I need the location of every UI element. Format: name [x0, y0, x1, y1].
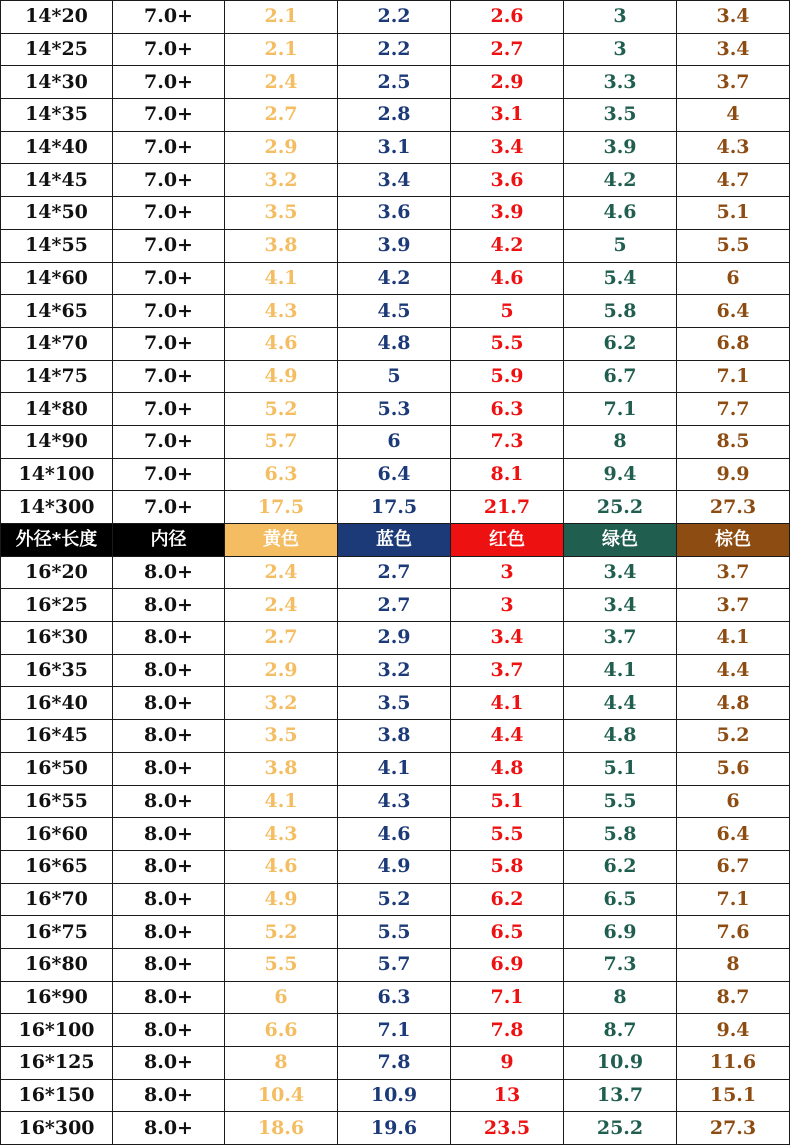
brown-price-cell: 27.3 — [677, 1112, 790, 1145]
red-price-cell: 3 — [451, 556, 564, 589]
yellow-price-cell: 2.1 — [225, 33, 338, 66]
red-price-cell: 5 — [451, 295, 564, 328]
table-row — [1, 491, 790, 524]
table-row — [1, 981, 790, 1014]
yellow-price-cell: 17.5 — [225, 491, 338, 524]
red-price-cell: 6.3 — [451, 393, 564, 426]
inner-diameter-cell: 8.0+ — [113, 589, 225, 622]
size-cell: 14*55 — [1, 229, 113, 262]
inner-diameter-cell: 8.0+ — [113, 1079, 225, 1112]
red-price-cell: 5.5 — [451, 327, 564, 360]
size-cell: 14*65 — [1, 295, 113, 328]
table-row — [1, 1014, 790, 1047]
green-price-cell: 3.9 — [564, 131, 677, 164]
green-price-cell: 3 — [564, 1, 677, 34]
size-cell: 16*150 — [1, 1079, 113, 1112]
table-row — [1, 393, 790, 426]
green-price-cell: 9.4 — [564, 458, 677, 491]
yellow-price-cell: 8 — [225, 1047, 338, 1080]
brown-price-cell: 5.2 — [677, 720, 790, 753]
table-row — [1, 66, 790, 99]
red-price-cell: 3.4 — [451, 622, 564, 655]
blue-price-cell: 6 — [338, 425, 451, 458]
blue-price-cell: 3.1 — [338, 131, 451, 164]
inner-diameter-cell: 7.0+ — [113, 393, 225, 426]
inner-diameter-cell: 8.0+ — [113, 1014, 225, 1047]
table-row — [1, 327, 790, 360]
size-cell: 16*35 — [1, 654, 113, 687]
brown-price-cell: 5.6 — [677, 752, 790, 785]
table-row — [1, 164, 790, 197]
green-price-cell: 10.9 — [564, 1047, 677, 1080]
green-price-cell: 7.1 — [564, 393, 677, 426]
blue-price-cell: 4.2 — [338, 262, 451, 295]
blue-price-cell: 2.5 — [338, 66, 451, 99]
brown-price-cell: 4 — [677, 99, 790, 132]
blue-price-cell: 4.6 — [338, 818, 451, 851]
yellow-price-cell: 3.2 — [225, 687, 338, 720]
brown-price-cell: 9.4 — [677, 1014, 790, 1047]
green-price-cell: 3.5 — [564, 99, 677, 132]
yellow-price-cell: 6 — [225, 981, 338, 1014]
brown-price-cell: 3.4 — [677, 33, 790, 66]
yellow-price-cell: 2.4 — [225, 589, 338, 622]
red-price-cell: 2.7 — [451, 33, 564, 66]
inner-diameter-cell: 8.0+ — [113, 1112, 225, 1145]
inner-diameter-cell: 7.0+ — [113, 131, 225, 164]
size-cell: 14*35 — [1, 99, 113, 132]
yellow-price-cell: 4.6 — [225, 850, 338, 883]
table-row — [1, 752, 790, 785]
yellow-price-cell: 5.5 — [225, 948, 338, 981]
blue-price-cell: 19.6 — [338, 1112, 451, 1145]
red-price-cell: 7.3 — [451, 425, 564, 458]
blue-price-cell: 3.8 — [338, 720, 451, 753]
table-row — [1, 916, 790, 949]
green-price-cell: 6.9 — [564, 916, 677, 949]
blue-price-cell: 3.5 — [338, 687, 451, 720]
table-row — [1, 785, 790, 818]
brown-price-cell: 6.7 — [677, 850, 790, 883]
inner-diameter-cell: 8.0+ — [113, 556, 225, 589]
blue-price-cell: 3.4 — [338, 164, 451, 197]
size-cell: 16*25 — [1, 589, 113, 622]
blue-price-cell: 7.1 — [338, 1014, 451, 1047]
brown-price-cell: 3.7 — [677, 556, 790, 589]
brown-price-cell: 9.9 — [677, 458, 790, 491]
green-price-cell: 4.4 — [564, 687, 677, 720]
brown-price-cell: 11.6 — [677, 1047, 790, 1080]
green-price-cell: 3 — [564, 33, 677, 66]
blue-price-cell: 2.7 — [338, 589, 451, 622]
red-price-cell: 23.5 — [451, 1112, 564, 1145]
inner-diameter-cell: 7.0+ — [113, 327, 225, 360]
green-price-cell: 5.1 — [564, 752, 677, 785]
brown-price-cell: 5.5 — [677, 229, 790, 262]
size-cell: 16*80 — [1, 948, 113, 981]
green-price-cell: 6.2 — [564, 850, 677, 883]
size-cell: 16*75 — [1, 916, 113, 949]
blue-price-cell: 10.9 — [338, 1079, 451, 1112]
size-cell: 14*45 — [1, 164, 113, 197]
brown-price-cell: 4.7 — [677, 164, 790, 197]
table-row — [1, 687, 790, 720]
red-price-cell: 5.8 — [451, 850, 564, 883]
red-price-cell: 7.8 — [451, 1014, 564, 1047]
size-cell: 14*90 — [1, 425, 113, 458]
blue-price-cell: 2.2 — [338, 33, 451, 66]
yellow-price-cell: 5.7 — [225, 425, 338, 458]
inner-diameter-cell: 8.0+ — [113, 916, 225, 949]
yellow-price-cell: 3.8 — [225, 752, 338, 785]
blue-price-cell: 4.1 — [338, 752, 451, 785]
size-cell: 16*90 — [1, 981, 113, 1014]
yellow-price-cell: 2.7 — [225, 99, 338, 132]
red-price-cell: 21.7 — [451, 491, 564, 524]
blue-price-cell: 3.9 — [338, 229, 451, 262]
brown-price-cell: 8.7 — [677, 981, 790, 1014]
green-price-cell: 6.7 — [564, 360, 677, 393]
inner-diameter-cell: 8.0+ — [113, 687, 225, 720]
blue-price-cell: 6.4 — [338, 458, 451, 491]
red-price-cell: 4.4 — [451, 720, 564, 753]
table-row — [1, 1, 790, 34]
table-row — [1, 1112, 790, 1145]
brown-price-cell: 7.7 — [677, 393, 790, 426]
yellow-price-cell: 5.2 — [225, 393, 338, 426]
header-size: 外径*长度 — [1, 524, 113, 557]
table-row — [1, 589, 790, 622]
red-price-cell: 3.4 — [451, 131, 564, 164]
inner-diameter-cell: 8.0+ — [113, 883, 225, 916]
header-green: 绿色 — [564, 524, 677, 557]
red-price-cell: 5.1 — [451, 785, 564, 818]
brown-price-cell: 4.4 — [677, 654, 790, 687]
yellow-price-cell: 2.9 — [225, 654, 338, 687]
yellow-price-cell: 4.3 — [225, 295, 338, 328]
blue-price-cell: 7.8 — [338, 1047, 451, 1080]
size-cell: 14*300 — [1, 491, 113, 524]
green-price-cell: 5.5 — [564, 785, 677, 818]
size-cell: 16*70 — [1, 883, 113, 916]
size-cell: 14*20 — [1, 1, 113, 34]
green-price-cell: 3.4 — [564, 556, 677, 589]
red-price-cell: 3.7 — [451, 654, 564, 687]
table-row — [1, 229, 790, 262]
brown-price-cell: 8 — [677, 948, 790, 981]
table-row — [1, 295, 790, 328]
inner-diameter-cell: 8.0+ — [113, 1047, 225, 1080]
table-row — [1, 425, 790, 458]
green-price-cell: 13.7 — [564, 1079, 677, 1112]
blue-price-cell: 2.9 — [338, 622, 451, 655]
price-table-body — [1, 1, 790, 1145]
blue-price-cell: 4.9 — [338, 850, 451, 883]
blue-price-cell: 2.7 — [338, 556, 451, 589]
brown-price-cell: 4.1 — [677, 622, 790, 655]
inner-diameter-cell: 8.0+ — [113, 818, 225, 851]
red-price-cell: 3.1 — [451, 99, 564, 132]
blue-price-cell: 5.2 — [338, 883, 451, 916]
table-row — [1, 1047, 790, 1080]
green-price-cell: 4.1 — [564, 654, 677, 687]
size-cell: 16*45 — [1, 720, 113, 753]
green-price-cell: 8 — [564, 981, 677, 1014]
red-price-cell: 9 — [451, 1047, 564, 1080]
yellow-price-cell: 2.9 — [225, 131, 338, 164]
red-price-cell: 6.9 — [451, 948, 564, 981]
yellow-price-cell: 4.3 — [225, 818, 338, 851]
brown-price-cell: 4.3 — [677, 131, 790, 164]
red-price-cell: 6.2 — [451, 883, 564, 916]
brown-price-cell: 6.4 — [677, 818, 790, 851]
table-row — [1, 131, 790, 164]
blue-price-cell: 4.3 — [338, 785, 451, 818]
green-price-cell: 6.5 — [564, 883, 677, 916]
yellow-price-cell: 3.2 — [225, 164, 338, 197]
inner-diameter-cell: 8.0+ — [113, 622, 225, 655]
brown-price-cell: 6 — [677, 262, 790, 295]
size-cell: 14*100 — [1, 458, 113, 491]
size-cell: 16*50 — [1, 752, 113, 785]
brown-price-cell: 3.7 — [677, 589, 790, 622]
green-price-cell: 8.7 — [564, 1014, 677, 1047]
inner-diameter-cell: 7.0+ — [113, 360, 225, 393]
blue-price-cell: 2.2 — [338, 1, 451, 34]
yellow-price-cell: 4.1 — [225, 262, 338, 295]
red-price-cell: 4.1 — [451, 687, 564, 720]
green-price-cell: 6.2 — [564, 327, 677, 360]
brown-price-cell: 3.7 — [677, 66, 790, 99]
inner-diameter-cell: 7.0+ — [113, 491, 225, 524]
table-row — [1, 197, 790, 230]
inner-diameter-cell: 8.0+ — [113, 948, 225, 981]
table-row — [1, 654, 790, 687]
header-yellow: 黄色 — [225, 524, 338, 557]
green-price-cell: 25.2 — [564, 491, 677, 524]
red-price-cell: 4.8 — [451, 752, 564, 785]
inner-diameter-cell: 8.0+ — [113, 785, 225, 818]
blue-price-cell: 5.7 — [338, 948, 451, 981]
brown-price-cell: 7.1 — [677, 883, 790, 916]
red-price-cell: 3.9 — [451, 197, 564, 230]
inner-diameter-cell: 8.0+ — [113, 654, 225, 687]
yellow-price-cell: 3.5 — [225, 197, 338, 230]
brown-price-cell: 8.5 — [677, 425, 790, 458]
inner-diameter-cell: 7.0+ — [113, 33, 225, 66]
header-row — [1, 524, 790, 557]
brown-price-cell: 5.1 — [677, 197, 790, 230]
header-brown: 棕色 — [677, 524, 790, 557]
red-price-cell: 7.1 — [451, 981, 564, 1014]
yellow-price-cell: 4.9 — [225, 883, 338, 916]
size-cell: 14*40 — [1, 131, 113, 164]
inner-diameter-cell: 7.0+ — [113, 229, 225, 262]
yellow-price-cell: 2.7 — [225, 622, 338, 655]
brown-price-cell: 3.4 — [677, 1, 790, 34]
red-price-cell: 5.9 — [451, 360, 564, 393]
red-price-cell: 2.9 — [451, 66, 564, 99]
brown-price-cell: 7.6 — [677, 916, 790, 949]
inner-diameter-cell: 7.0+ — [113, 164, 225, 197]
brown-price-cell: 4.8 — [677, 687, 790, 720]
red-price-cell: 2.6 — [451, 1, 564, 34]
inner-diameter-cell: 7.0+ — [113, 1, 225, 34]
green-price-cell: 5.4 — [564, 262, 677, 295]
green-price-cell: 5.8 — [564, 818, 677, 851]
yellow-price-cell: 18.6 — [225, 1112, 338, 1145]
table-row — [1, 360, 790, 393]
inner-diameter-cell: 7.0+ — [113, 197, 225, 230]
size-cell: 16*60 — [1, 818, 113, 851]
table-row — [1, 948, 790, 981]
red-price-cell: 13 — [451, 1079, 564, 1112]
inner-diameter-cell: 7.0+ — [113, 99, 225, 132]
red-price-cell: 8.1 — [451, 458, 564, 491]
green-price-cell: 3.3 — [564, 66, 677, 99]
table-row — [1, 99, 790, 132]
red-price-cell: 3.6 — [451, 164, 564, 197]
table-row — [1, 458, 790, 491]
inner-diameter-cell: 8.0+ — [113, 850, 225, 883]
blue-price-cell: 4.5 — [338, 295, 451, 328]
red-price-cell: 4.6 — [451, 262, 564, 295]
header-blue: 蓝色 — [338, 524, 451, 557]
yellow-price-cell: 10.4 — [225, 1079, 338, 1112]
yellow-price-cell: 2.1 — [225, 1, 338, 34]
green-price-cell: 4.6 — [564, 197, 677, 230]
blue-price-cell: 17.5 — [338, 491, 451, 524]
inner-diameter-cell: 7.0+ — [113, 295, 225, 328]
yellow-price-cell: 3.8 — [225, 229, 338, 262]
blue-price-cell: 5.5 — [338, 916, 451, 949]
table-row — [1, 850, 790, 883]
brown-price-cell: 6 — [677, 785, 790, 818]
size-cell: 14*70 — [1, 327, 113, 360]
inner-diameter-cell: 7.0+ — [113, 262, 225, 295]
brown-price-cell: 15.1 — [677, 1079, 790, 1112]
table-row — [1, 622, 790, 655]
table-row — [1, 720, 790, 753]
size-cell: 14*75 — [1, 360, 113, 393]
blue-price-cell: 5.3 — [338, 393, 451, 426]
size-cell: 16*100 — [1, 1014, 113, 1047]
inner-diameter-cell: 8.0+ — [113, 720, 225, 753]
yellow-price-cell: 6.3 — [225, 458, 338, 491]
inner-diameter-cell: 8.0+ — [113, 752, 225, 785]
table-row — [1, 556, 790, 589]
brown-price-cell: 27.3 — [677, 491, 790, 524]
yellow-price-cell: 3.5 — [225, 720, 338, 753]
size-cell: 14*30 — [1, 66, 113, 99]
yellow-price-cell: 4.1 — [225, 785, 338, 818]
inner-diameter-cell: 8.0+ — [113, 981, 225, 1014]
size-cell: 14*80 — [1, 393, 113, 426]
size-cell: 16*65 — [1, 850, 113, 883]
header-red: 红色 — [451, 524, 564, 557]
yellow-price-cell: 6.6 — [225, 1014, 338, 1047]
inner-diameter-cell: 7.0+ — [113, 458, 225, 491]
brown-price-cell: 6.8 — [677, 327, 790, 360]
header-inner-diameter: 内径 — [113, 524, 225, 557]
red-price-cell: 6.5 — [451, 916, 564, 949]
yellow-price-cell: 5.2 — [225, 916, 338, 949]
blue-price-cell: 6.3 — [338, 981, 451, 1014]
size-cell: 16*300 — [1, 1112, 113, 1145]
brown-price-cell: 6.4 — [677, 295, 790, 328]
green-price-cell: 3.7 — [564, 622, 677, 655]
size-cell: 14*25 — [1, 33, 113, 66]
blue-price-cell: 4.8 — [338, 327, 451, 360]
green-price-cell: 5 — [564, 229, 677, 262]
green-price-cell: 4.2 — [564, 164, 677, 197]
green-price-cell: 25.2 — [564, 1112, 677, 1145]
green-price-cell: 4.8 — [564, 720, 677, 753]
yellow-price-cell: 2.4 — [225, 66, 338, 99]
red-price-cell: 3 — [451, 589, 564, 622]
size-cell: 14*50 — [1, 197, 113, 230]
red-price-cell: 4.2 — [451, 229, 564, 262]
table-row — [1, 818, 790, 851]
size-cell: 16*125 — [1, 1047, 113, 1080]
green-price-cell: 8 — [564, 425, 677, 458]
yellow-price-cell: 4.6 — [225, 327, 338, 360]
inner-diameter-cell: 7.0+ — [113, 425, 225, 458]
size-cell: 16*40 — [1, 687, 113, 720]
inner-diameter-cell: 7.0+ — [113, 66, 225, 99]
blue-price-cell: 3.6 — [338, 197, 451, 230]
green-price-cell: 5.8 — [564, 295, 677, 328]
table-row — [1, 262, 790, 295]
yellow-price-cell: 4.9 — [225, 360, 338, 393]
blue-price-cell: 5 — [338, 360, 451, 393]
green-price-cell: 3.4 — [564, 589, 677, 622]
green-price-cell: 7.3 — [564, 948, 677, 981]
size-cell: 16*55 — [1, 785, 113, 818]
blue-price-cell: 3.2 — [338, 654, 451, 687]
blue-price-cell: 2.8 — [338, 99, 451, 132]
table-row — [1, 883, 790, 916]
size-cell: 16*30 — [1, 622, 113, 655]
table-row — [1, 33, 790, 66]
size-cell: 14*60 — [1, 262, 113, 295]
red-price-cell: 5.5 — [451, 818, 564, 851]
size-cell: 16*20 — [1, 556, 113, 589]
yellow-price-cell: 2.4 — [225, 556, 338, 589]
brown-price-cell: 7.1 — [677, 360, 790, 393]
table-row — [1, 1079, 790, 1112]
